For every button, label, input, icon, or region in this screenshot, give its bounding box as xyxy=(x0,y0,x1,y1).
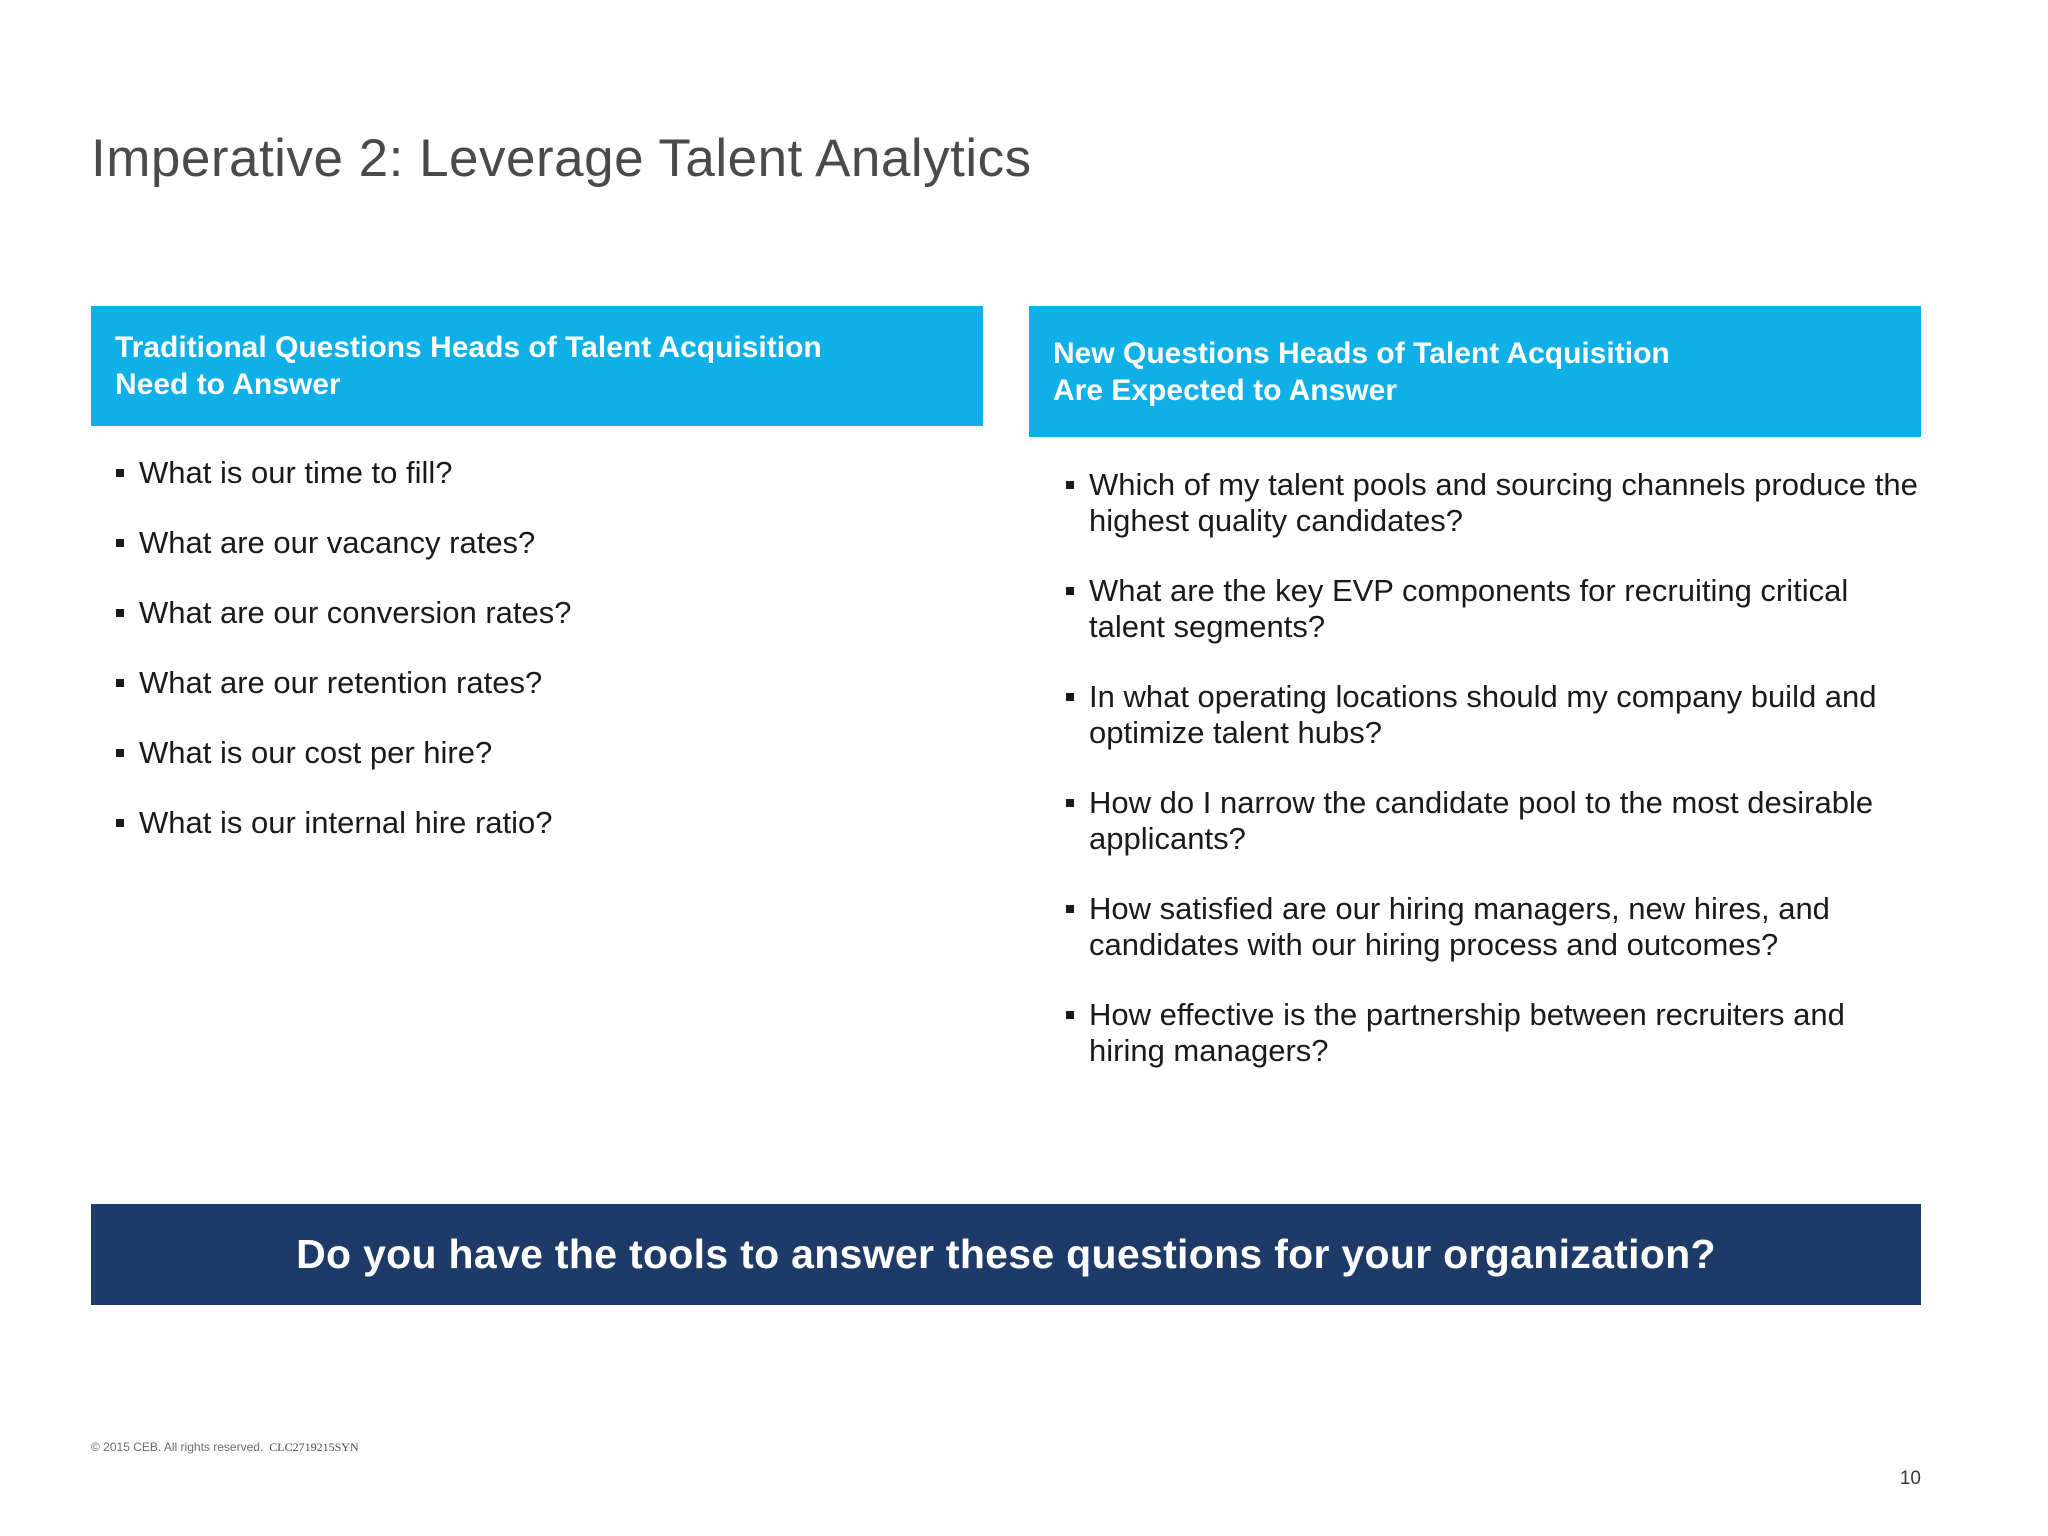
new-questions-header xyxy=(1029,306,1921,437)
bullet-icon xyxy=(116,749,124,757)
bullet-icon xyxy=(116,609,124,617)
list-item: In what operating locations should my company build and optimize talent hubs? xyxy=(1064,679,1924,751)
bullet-icon xyxy=(116,819,124,827)
list-item: Which of my talent pools and sourcing channels produce the highest quality candidates? xyxy=(1064,467,1924,539)
list-item: What are our vacancy rates? xyxy=(114,525,974,561)
traditional-questions-list xyxy=(114,455,974,875)
traditional-header-line1: Traditional Questions Heads of Talent Acquisition xyxy=(115,331,822,364)
list-item: How satisfied are our hiring managers, new hires, and candidates with our hiring process and outcomes? xyxy=(1064,891,1924,963)
traditional-header-line2: Need to Answer xyxy=(115,368,341,401)
list-item: What are the key EVP components for recruiting critical talent segments? xyxy=(1064,573,1924,645)
bullet-icon xyxy=(1066,481,1074,489)
page-number: 10 xyxy=(1899,1468,1921,1489)
list-item: How effective is the partnership between recruiters and hiring managers? xyxy=(1064,997,1924,1069)
copyright-text: © 2015 CEB. All rights reserved. xyxy=(91,1440,264,1454)
call-to-action-text: Do you have the tools to answer these questions for your organization? xyxy=(296,1231,1716,1277)
call-to-action-banner xyxy=(91,1204,1921,1305)
list-item: What is our time to fill? xyxy=(114,455,974,491)
bullet-icon xyxy=(116,539,124,547)
list-item: What are our retention rates? xyxy=(114,665,974,701)
bullet-icon xyxy=(1066,905,1074,913)
new-questions-list xyxy=(1064,467,1924,1103)
document-code: CLC2719215SYN xyxy=(269,1440,359,1454)
bullet-icon xyxy=(1066,587,1074,595)
bullet-icon xyxy=(1066,1011,1074,1019)
new-header-line1: New Questions Heads of Talent Acquisition xyxy=(1053,336,1670,370)
bullet-icon xyxy=(116,469,124,477)
list-item: What are our conversion rates? xyxy=(114,595,974,631)
bullet-icon xyxy=(1066,799,1074,807)
list-item: What is our internal hire ratio? xyxy=(114,805,974,841)
list-item: What is our cost per hire? xyxy=(114,735,974,771)
bullet-icon xyxy=(116,679,124,687)
page-title: Imperative 2: Leverage Talent Analytics xyxy=(91,129,1032,188)
footer-copyright xyxy=(91,1440,359,1455)
traditional-questions-header xyxy=(91,306,983,426)
list-item: How do I narrow the candidate pool to the most desirable applicants? xyxy=(1064,785,1924,857)
new-header-line2: Are Expected to Answer xyxy=(1053,373,1397,407)
bullet-icon xyxy=(1066,693,1074,701)
